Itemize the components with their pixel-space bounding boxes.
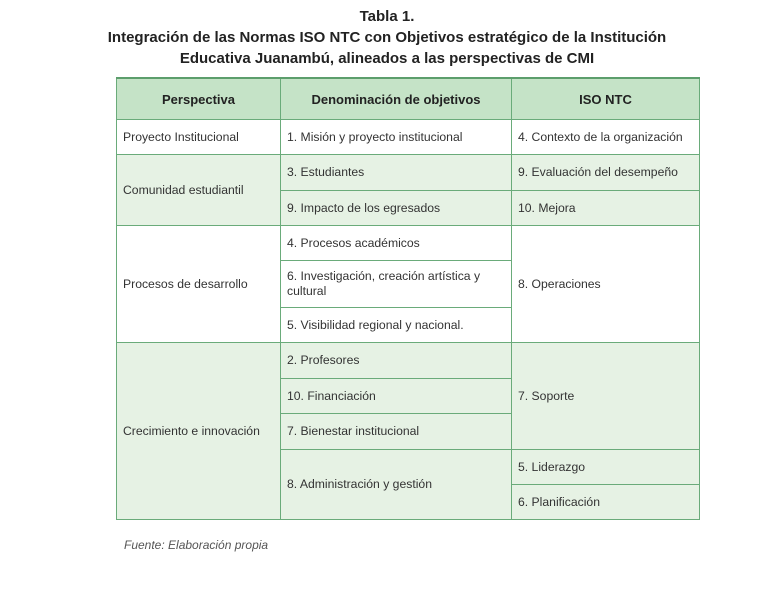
- perspective-cell: Procesos de desarrollo: [117, 226, 281, 343]
- source-note: Fuente: Elaboración propia: [124, 538, 269, 552]
- header-iso-ntc: ISO NTC: [512, 78, 700, 120]
- iso-cell: 9. Evaluación del desempeño: [512, 155, 700, 191]
- iso-cell: 7. Soporte: [512, 343, 700, 450]
- table-subtitle-line1: Integración de las Normas ISO NTC con Objetivos estratégico de la Institución: [107, 29, 667, 46]
- table-row: [117, 120, 700, 155]
- iso-cell: 6. Planificación: [512, 485, 700, 520]
- table-row: [117, 343, 700, 379]
- table-caption: [0, 7, 774, 69]
- iso-cell: 4. Contexto de la organización: [512, 120, 700, 155]
- iso-cell: 8. Operaciones: [512, 226, 700, 343]
- perspective-cell: Proyecto Institucional: [117, 120, 281, 155]
- objective-cell: 4. Procesos académicos: [281, 226, 512, 261]
- header-perspectiva: Perspectiva: [117, 78, 281, 120]
- objective-cell: 5. Visibilidad regional y nacional.: [281, 308, 512, 343]
- table-header-row: [117, 78, 700, 120]
- objective-cell: 3. Estudiantes: [281, 155, 512, 191]
- objective-cell: 1. Misión y proyecto institucional: [281, 120, 512, 155]
- objective-cell: 8. Administración y gestión: [281, 450, 512, 520]
- iso-cell: 10. Mejora: [512, 191, 700, 226]
- iso-cell: 5. Liderazgo: [512, 450, 700, 485]
- header-denominacion: Denominación de objetivos: [281, 78, 512, 120]
- objective-cell: 7. Bienestar institucional: [281, 414, 512, 450]
- table-row: [117, 226, 700, 261]
- objective-cell: 6. Investigación, creación artística y cultural: [281, 261, 512, 308]
- objective-cell: 9. Impacto de los egresados: [281, 191, 512, 226]
- table-title: Tabla 1.: [359, 8, 415, 25]
- objective-cell: 2. Profesores: [281, 343, 512, 379]
- iso-objectives-table: [116, 77, 700, 520]
- table-subtitle-line2: Educativa Juanambú, alineados a las perspectivas de CMI: [179, 50, 595, 67]
- perspective-cell: Comunidad estudiantil: [117, 155, 281, 226]
- perspective-cell: Crecimiento e innovación: [117, 343, 281, 520]
- objective-cell: 10. Financiación: [281, 379, 512, 414]
- table-row: [117, 155, 700, 191]
